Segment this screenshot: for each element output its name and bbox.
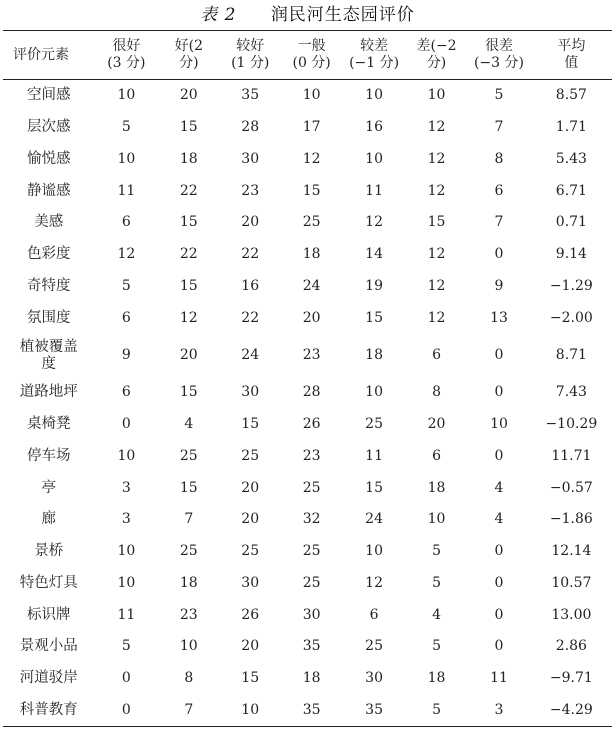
row-count: 11: [365, 447, 383, 464]
row-count: 12: [179, 309, 198, 326]
table-row: [3, 536, 612, 568]
row-count: 8: [494, 150, 504, 167]
row-count: 7: [494, 119, 504, 136]
row-average: −1.86: [549, 511, 593, 528]
table-row: [3, 144, 612, 176]
row-count: 25: [179, 543, 198, 560]
row-count: 12: [427, 309, 446, 326]
row-count: 5: [432, 574, 441, 591]
evaluation-table: [3, 30, 612, 727]
row-count: 20: [241, 214, 260, 231]
row-count: 11: [117, 182, 136, 199]
row-count: 30: [241, 384, 260, 401]
row-count: 20: [241, 479, 260, 496]
row-count: 6: [432, 447, 441, 464]
row-average: 12.14: [551, 543, 592, 560]
row-element-name: 特色灯具: [19, 574, 78, 591]
row-count: 0: [494, 384, 504, 401]
header-rating-2: 好(2 分): [158, 31, 219, 80]
row-count: 0: [494, 638, 504, 655]
row-count: 10: [117, 574, 136, 591]
row-count: 9: [121, 347, 131, 363]
row-count: 20: [179, 347, 198, 363]
table-row: [3, 175, 612, 207]
row-count: 13: [490, 309, 508, 326]
table-row: [3, 207, 612, 239]
row-count: 6: [432, 347, 441, 363]
row-count: 18: [179, 150, 198, 167]
row-count: 15: [365, 479, 383, 496]
row-count: 35: [302, 638, 321, 655]
row-count: 10: [427, 511, 446, 528]
row-count: 22: [241, 309, 260, 326]
row-count: 11: [490, 670, 508, 687]
row-count: 0: [494, 347, 504, 363]
row-count: 15: [302, 182, 321, 199]
table-row: [3, 239, 612, 271]
row-count: 10: [365, 150, 383, 167]
row-average: −0.57: [549, 479, 593, 496]
row-count: 12: [302, 150, 321, 167]
row-count: 0: [494, 543, 504, 560]
row-count: 16: [365, 119, 383, 136]
row-count: 12: [427, 277, 446, 294]
row-count: 18: [427, 479, 446, 496]
row-element-name: 景观小品: [19, 638, 78, 655]
row-count: 0: [494, 246, 504, 263]
row-average: −4.29: [531, 695, 612, 727]
row-count: 5: [121, 119, 131, 136]
row-count: 23: [241, 182, 260, 199]
row-average: 13.00: [551, 606, 592, 623]
row-average: 10.57: [551, 574, 592, 591]
row-average: 9.14: [555, 246, 587, 263]
row-count: 12: [427, 150, 446, 167]
row-element-name: 层次感: [27, 119, 71, 136]
table-row: [3, 302, 612, 334]
table-row: [3, 441, 612, 473]
row-count: 35: [342, 695, 406, 727]
row-count: 25: [241, 447, 260, 464]
table-body: [3, 80, 612, 727]
row-count: 35: [241, 87, 260, 104]
table-row: [3, 472, 612, 504]
header-rating-6: 差(−2 分): [406, 31, 467, 80]
row-count: 18: [365, 347, 383, 363]
row-count: 10: [427, 87, 446, 104]
header-rating-3: 较好 (1 分): [220, 31, 281, 80]
row-count: 4: [432, 606, 441, 623]
header-rating-1: 很好 (3 分): [95, 31, 159, 80]
row-average: 7.43: [555, 384, 587, 401]
table-row: [3, 377, 612, 409]
row-average: 8.57: [555, 87, 587, 104]
row-count: 10: [117, 543, 136, 560]
row-count: 25: [302, 543, 321, 560]
row-average: 6.71: [555, 182, 587, 199]
row-count: 12: [365, 214, 383, 231]
row-count: 0: [494, 574, 504, 591]
row-element-name: 氛围度: [27, 309, 71, 326]
row-count: 12: [427, 246, 446, 263]
row-count: 24: [302, 277, 321, 294]
row-count: 26: [302, 416, 321, 433]
row-count: 15: [179, 119, 198, 136]
row-count: 12: [117, 246, 136, 263]
row-count: 25: [302, 574, 321, 591]
row-element-name: 植被覆盖 度: [19, 338, 78, 372]
row-count: 25: [241, 543, 260, 560]
row-count: 10: [365, 87, 383, 104]
row-count: 7: [184, 511, 194, 528]
row-count: 35: [281, 695, 342, 727]
row-count: 12: [427, 182, 446, 199]
row-count: 16: [241, 277, 260, 294]
row-count: 25: [365, 416, 383, 433]
row-count: 0: [494, 447, 504, 464]
row-count: 30: [365, 670, 383, 687]
row-element-name: 静谧感: [27, 182, 71, 199]
header-element: 评价元素: [3, 31, 95, 80]
row-count: 18: [427, 670, 446, 687]
row-count: 28: [302, 384, 321, 401]
row-count: 6: [369, 606, 379, 623]
row-count: 8: [184, 670, 194, 687]
row-count: 25: [365, 638, 383, 655]
row-count: 3: [121, 479, 131, 496]
row-count: 25: [179, 447, 198, 464]
row-count: 6: [121, 214, 131, 231]
row-count: 30: [241, 574, 260, 591]
row-count: 10: [117, 447, 136, 464]
row-element-name: 亭: [41, 479, 57, 496]
row-count: 30: [302, 606, 321, 623]
row-count: 20: [179, 87, 198, 104]
table-row: [3, 80, 612, 112]
row-count: 6: [121, 384, 131, 401]
row-count: 10: [365, 543, 383, 560]
table-title: 润民河生态园评价: [270, 5, 415, 25]
row-average: −2.00: [549, 309, 593, 326]
row-element-name: 奇特度: [27, 277, 71, 294]
row-count: 18: [179, 574, 198, 591]
row-average: −1.29: [549, 277, 593, 294]
row-count: 5: [121, 277, 131, 294]
row-average: −10.29: [545, 416, 598, 433]
table-row: [3, 631, 612, 663]
row-count: 4: [494, 479, 504, 496]
row-count: 10: [490, 416, 508, 433]
row-count: 23: [302, 447, 321, 464]
row-count: 10: [117, 150, 136, 167]
row-count: 17: [302, 119, 321, 136]
row-count: 20: [427, 416, 446, 433]
table-row: [3, 568, 612, 600]
row-count: 18: [302, 670, 321, 687]
row-element-name: 空间感: [27, 87, 71, 104]
header-rating-4: 一般 (0 分): [281, 31, 342, 80]
row-count: 12: [427, 119, 446, 136]
row-count: 18: [302, 246, 321, 263]
row-count: 5: [406, 695, 467, 727]
row-count: 0: [121, 670, 131, 687]
row-count: 32: [302, 511, 321, 528]
row-count: 3: [121, 511, 131, 528]
row-count: 30: [241, 150, 260, 167]
row-count: 25: [302, 214, 321, 231]
row-count: 19: [365, 277, 383, 294]
row-count: 4: [494, 511, 504, 528]
row-count: 23: [179, 606, 198, 623]
row-average: 5.43: [555, 150, 587, 167]
row-count: 15: [179, 214, 198, 231]
row-count: 0: [121, 416, 131, 433]
row-count: 4: [184, 416, 194, 433]
row-element-name: 科普教育: [3, 695, 95, 727]
table-number: 表 2: [200, 5, 237, 25]
table-row: [3, 504, 612, 536]
row-count: 0: [95, 695, 159, 727]
row-count: 15: [179, 479, 198, 496]
row-count: 14: [365, 246, 383, 263]
row-count: 22: [179, 182, 198, 199]
row-count: 25: [302, 479, 321, 496]
row-count: 24: [241, 347, 260, 363]
row-count: 10: [117, 87, 136, 104]
row-count: 5: [121, 638, 131, 655]
row-count: 12: [365, 574, 383, 591]
row-count: 22: [179, 246, 198, 263]
row-element-name: 景桥: [34, 543, 64, 560]
table-row: [3, 599, 612, 631]
row-average: 2.86: [555, 638, 587, 655]
row-element-name: 桌椅凳: [27, 416, 71, 433]
row-count: 22: [241, 246, 260, 263]
header-rating-5: 较差 (−1 分): [342, 31, 406, 80]
row-element-name: 道路地坪: [19, 384, 78, 401]
row-element-name: 标识牌: [27, 606, 71, 623]
row-count: 5: [432, 543, 441, 560]
table-header: [3, 31, 612, 80]
row-element-name: 美感: [34, 214, 64, 231]
row-count: 20: [302, 309, 321, 326]
table-caption: [0, 0, 615, 30]
row-element-name: 色彩度: [27, 246, 71, 263]
row-count: 7: [158, 695, 219, 727]
row-count: 7: [494, 214, 504, 231]
row-count: 5: [432, 638, 441, 655]
table-row: [3, 409, 612, 441]
row-count: 10: [179, 638, 198, 655]
table-row: [3, 271, 612, 303]
row-average: 0.71: [555, 214, 587, 231]
row-count: 15: [365, 309, 383, 326]
row-count: 6: [494, 182, 504, 199]
row-count: 3: [467, 695, 531, 727]
row-average: 8.71: [555, 347, 587, 363]
row-count: 5: [494, 87, 504, 104]
row-element-name: 停车场: [27, 447, 71, 464]
row-average: 11.71: [551, 447, 592, 464]
row-count: 23: [302, 347, 321, 363]
table-row: [3, 334, 612, 377]
row-count: 26: [241, 606, 260, 623]
header-rating-7: 很差 (−3 分): [467, 31, 531, 80]
row-count: 11: [365, 182, 383, 199]
row-count: 15: [241, 670, 260, 687]
row-count: 10: [365, 384, 383, 401]
row-count: 15: [241, 416, 260, 433]
table-row: [3, 112, 612, 144]
row-count: 24: [365, 511, 383, 528]
header-row: [3, 31, 612, 80]
row-count: 9: [494, 277, 504, 294]
row-element-name: 廊: [41, 511, 57, 528]
row-count: 10: [220, 695, 281, 727]
row-count: 8: [432, 384, 441, 401]
row-average: −9.71: [549, 670, 593, 687]
row-element-name: 愉悦感: [27, 150, 71, 167]
row-average: 1.71: [555, 119, 587, 136]
row-count: 15: [427, 214, 446, 231]
row-count: 6: [121, 309, 131, 326]
row-count: 20: [241, 511, 260, 528]
row-count: 0: [494, 606, 504, 623]
header-rating-8: 平均 值: [531, 31, 612, 80]
row-count: 11: [117, 606, 136, 623]
table-row: [3, 695, 612, 727]
row-count: 15: [179, 277, 198, 294]
row-count: 28: [241, 119, 260, 136]
row-count: 10: [302, 87, 321, 104]
row-count: 15: [179, 384, 198, 401]
table-row: [3, 663, 612, 695]
row-count: 20: [241, 638, 260, 655]
row-element-name: 河道驳岸: [19, 670, 78, 687]
